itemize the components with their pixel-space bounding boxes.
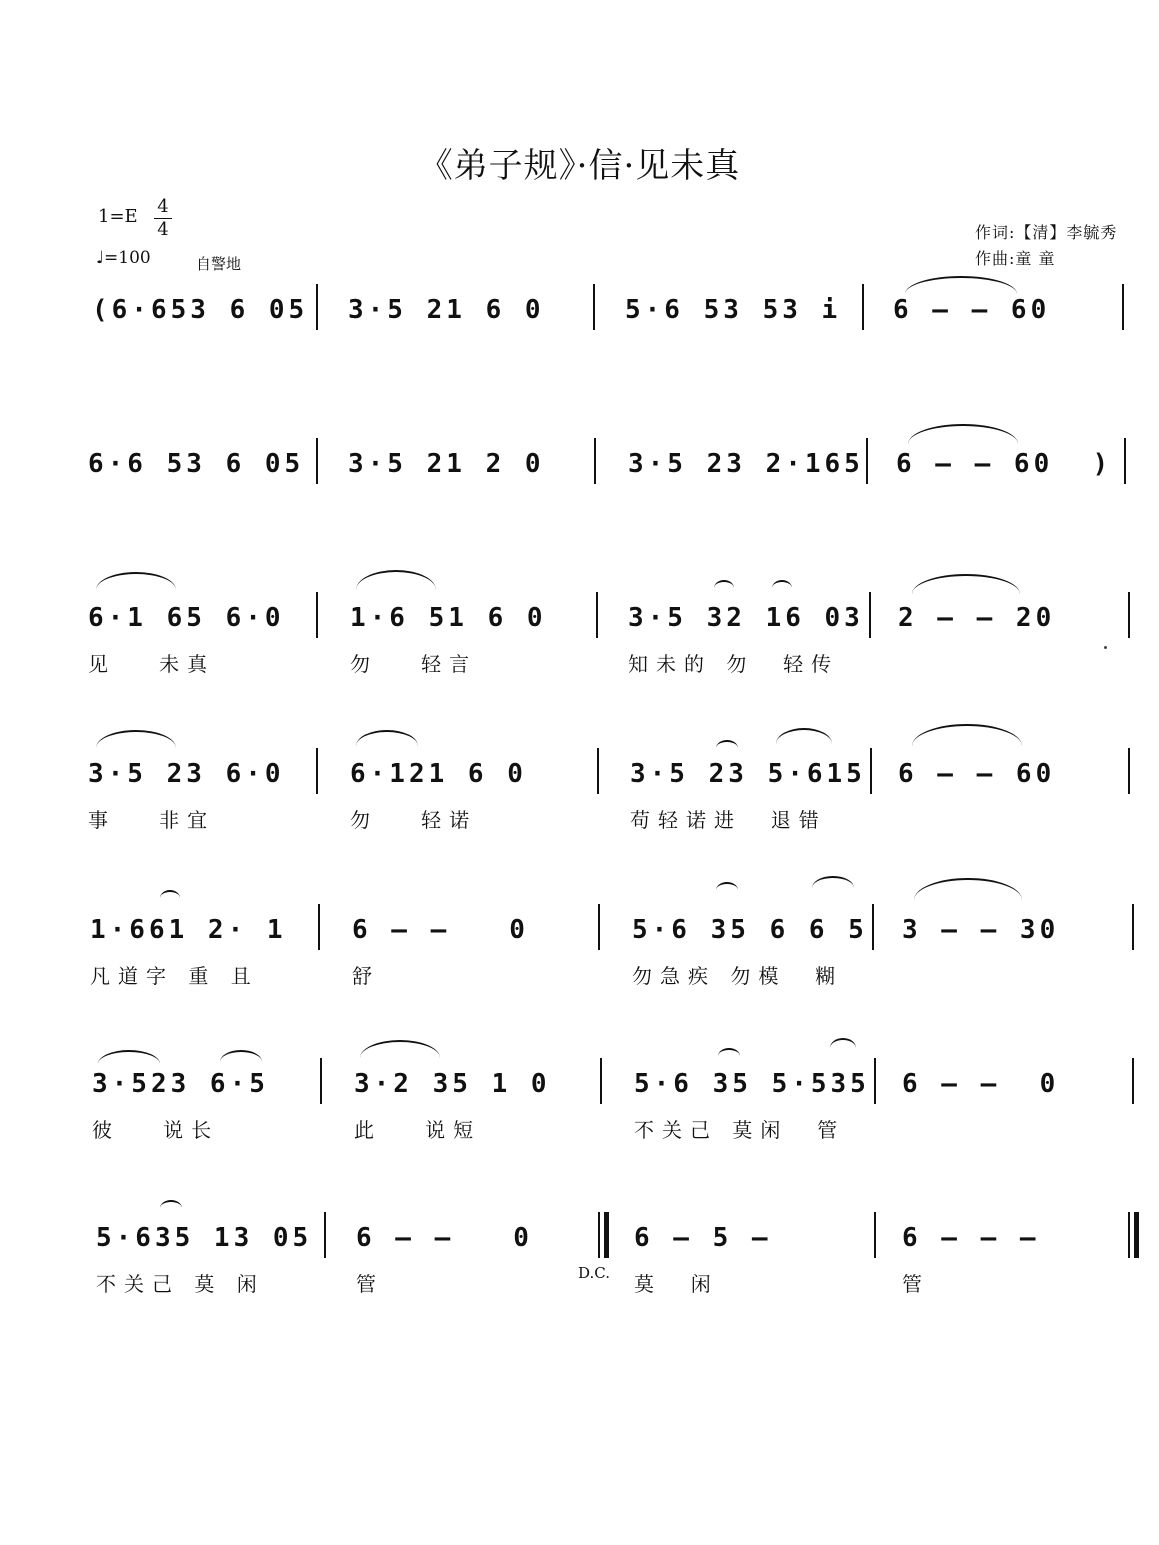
- tempo-marking: ♩=100: [96, 248, 151, 268]
- score-system-6: [0, 1064, 1159, 1184]
- slur: [714, 580, 734, 588]
- barline: [597, 748, 599, 794]
- lyric-line: 莫 闲: [634, 1272, 719, 1296]
- key-signature: 1=E: [98, 206, 138, 227]
- slur: [908, 424, 1018, 444]
- lyric-line: 此 说短: [354, 1118, 482, 1142]
- lyric-line: 管: [902, 1272, 930, 1296]
- barline: [320, 1058, 322, 1104]
- measure: 3·5 23 6·0: [88, 759, 285, 789]
- measure: 6 – – 60 ): [896, 449, 1113, 479]
- lyric-line: 不关己 莫闲 管: [634, 1118, 846, 1142]
- slur: [905, 276, 1017, 294]
- measure: 3·523 6·5: [92, 1069, 269, 1099]
- barline: [872, 904, 874, 950]
- barline: [862, 284, 864, 330]
- measure: 6 – – 0: [356, 1223, 533, 1253]
- slur: [718, 1048, 740, 1056]
- slur: [716, 740, 738, 748]
- measure: 1·6 51 6 0: [350, 603, 547, 633]
- barline: [1128, 592, 1130, 638]
- lyric-line: 舒: [352, 964, 380, 988]
- barline: [593, 284, 595, 330]
- final-barline: [604, 1212, 609, 1258]
- slur: [776, 728, 832, 744]
- measure: 6·6 53 6 05: [88, 449, 305, 479]
- measure: 3 – – 30: [902, 915, 1060, 945]
- slur: [912, 574, 1020, 594]
- lyric-line: 苟轻诺进 退错: [630, 808, 827, 832]
- measure: 5·6 35 6 6 5: [632, 915, 868, 945]
- barline: [324, 1212, 326, 1258]
- measure: 6 – – 60: [898, 759, 1056, 789]
- slur: [812, 876, 854, 888]
- barline: [596, 592, 598, 638]
- barline: [1124, 438, 1126, 484]
- slur: [830, 1038, 856, 1048]
- barline: [1122, 284, 1124, 330]
- barline: [316, 438, 318, 484]
- dc-marking: D.C.: [578, 1264, 610, 1282]
- measure: 6 – 5 –: [634, 1223, 772, 1253]
- time-signature: [150, 196, 176, 241]
- lyricist-credit: 作词:【清】李毓秀: [975, 223, 1118, 242]
- barline: [598, 904, 600, 950]
- lyric-line: 彼 说长: [92, 1118, 220, 1142]
- lyric-line: 管: [356, 1272, 384, 1296]
- barline: [874, 1058, 876, 1104]
- lyric-line: 凡道字 重 且: [90, 964, 259, 988]
- expression-marking: 自警地: [196, 255, 242, 273]
- score-system-7: [0, 1218, 1159, 1338]
- barline: [1132, 904, 1134, 950]
- score-system-1: [0, 290, 1159, 410]
- lyric-line: 勿 轻言: [350, 652, 478, 676]
- slur: [220, 1050, 262, 1062]
- measure: 3·5 23 2·165: [628, 449, 864, 479]
- slur: [96, 730, 176, 748]
- slur: [914, 878, 1022, 900]
- barline: [874, 1212, 876, 1258]
- slur: [360, 1040, 440, 1058]
- slur: [160, 890, 180, 898]
- barline: [594, 438, 596, 484]
- slur: [160, 1200, 182, 1208]
- slur: [772, 580, 792, 588]
- barline: [869, 592, 871, 638]
- measure: 6·121 6 0: [350, 759, 527, 789]
- time-signature-bottom: 4: [157, 219, 169, 240]
- barline: [600, 1058, 602, 1104]
- measure: 1·661 2· 1: [90, 915, 287, 945]
- final-barline: [1134, 1212, 1139, 1258]
- slur: [912, 724, 1022, 746]
- barline: [1128, 748, 1130, 794]
- slur: [96, 572, 176, 590]
- measure: 6 – – –: [902, 1223, 1040, 1253]
- measure: 6 – – 0: [902, 1069, 1060, 1099]
- barline: [1128, 1212, 1130, 1258]
- lyric-line: 不关己 莫 闲: [96, 1272, 265, 1296]
- measure: (6·653 6 05: [92, 295, 309, 325]
- barline: [316, 284, 318, 330]
- measure: 5·6 35 5·535: [634, 1069, 870, 1099]
- slur: [716, 882, 738, 890]
- measure: 6 – – 0: [352, 915, 529, 945]
- barline: [1132, 1058, 1134, 1104]
- measure: 6 – – 60: [893, 295, 1051, 325]
- score-system-2: [0, 444, 1159, 564]
- measure: 5·6 53 53 i: [625, 295, 842, 325]
- measure: 3·5 32 16 03: [628, 603, 864, 633]
- lyric-line: 知未的 勿 轻传: [628, 652, 840, 676]
- page-title: 《弟子规》·信·见未真: [418, 146, 741, 186]
- barline: [316, 748, 318, 794]
- barline: [318, 904, 320, 950]
- measure: 5·635 13 05: [96, 1223, 313, 1253]
- measure: 3·2 35 1 0: [354, 1069, 551, 1099]
- measure: 3·5 21 2 0: [348, 449, 545, 479]
- measure: 3·5 23 5·615: [630, 759, 866, 789]
- lyric-line: 勿 轻诺: [350, 808, 478, 832]
- measure: 6·1 65 6·0: [88, 603, 285, 633]
- lyric-line: 勿急疾 勿模 糊: [632, 964, 844, 988]
- slur: [356, 570, 436, 590]
- composer-credit: 作曲:童 童: [975, 249, 1056, 268]
- lyric-line: 事 非宜: [88, 808, 216, 832]
- measure: 2 – – 20: [898, 603, 1056, 633]
- measure: 3·5 21 6 0: [348, 295, 545, 325]
- barline: [866, 438, 868, 484]
- score-system-4: [0, 754, 1159, 874]
- barline: [870, 748, 872, 794]
- slur: [356, 730, 418, 746]
- slur: [98, 1050, 160, 1064]
- score-system-5: [0, 910, 1159, 1030]
- score-system-3: [0, 598, 1159, 718]
- barline: [316, 592, 318, 638]
- time-signature-top: 4: [157, 196, 169, 217]
- barline: [598, 1212, 600, 1258]
- lyric-line: 见 未真: [88, 652, 216, 676]
